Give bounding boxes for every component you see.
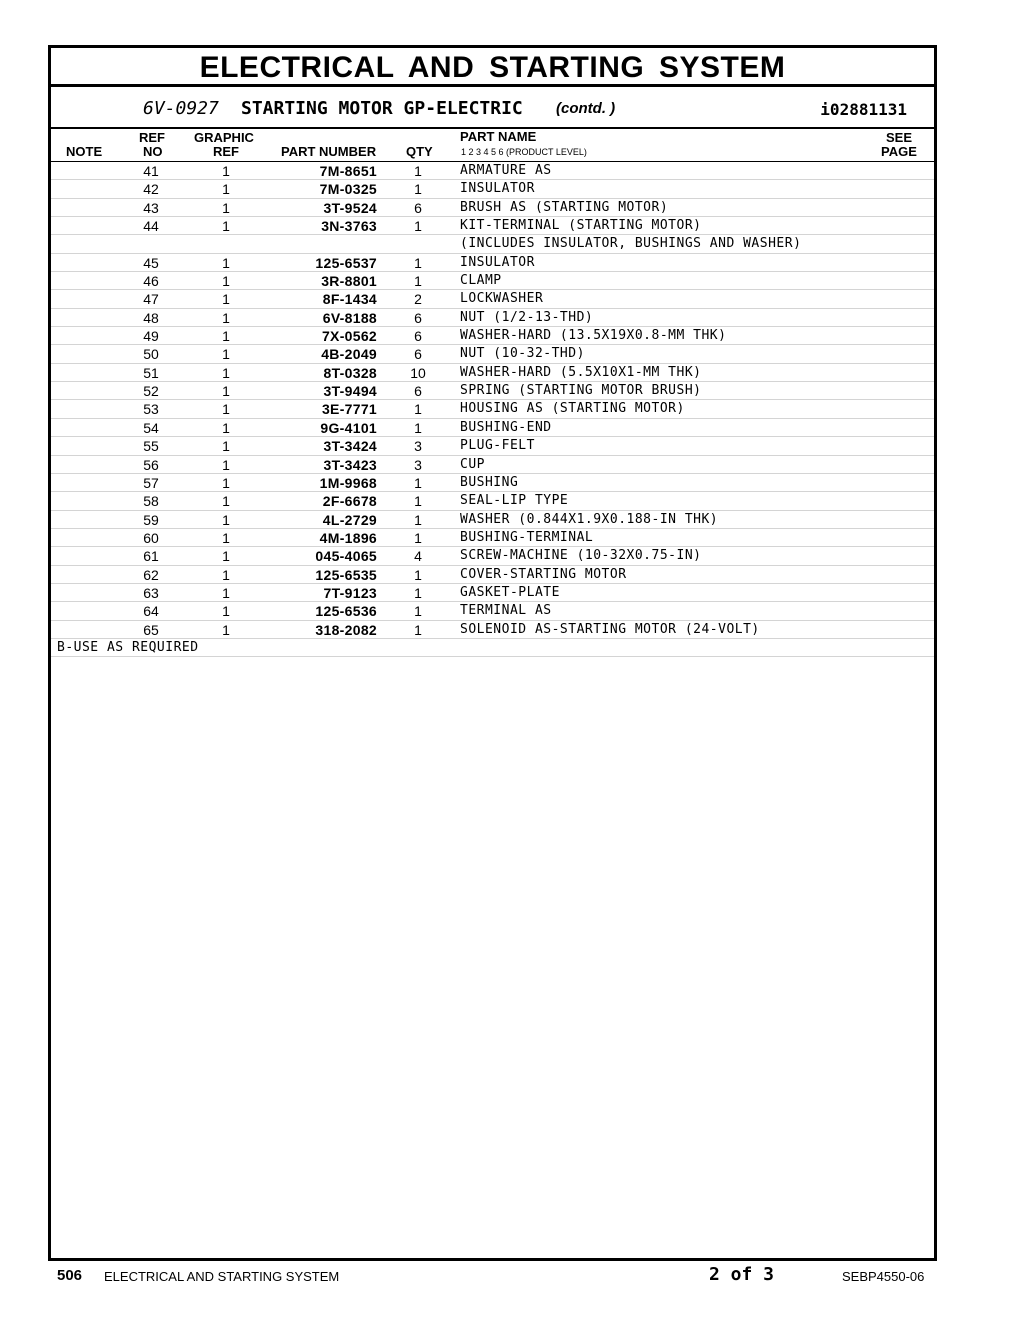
ref-no: 62 [143,566,159,583]
part-name: COVER-STARTING MOTOR [460,566,627,582]
part-name: SCREW-MACHINE (10-32X0.75-IN) [460,548,702,564]
qty: 6 [414,309,422,326]
table-row [51,419,934,437]
part-number: 4L-2729 [322,511,377,528]
ref-no: 56 [143,456,159,473]
graphic-ref: 1 [222,419,230,436]
part-number: 045-4065 [315,548,377,565]
part-number: 7M-0325 [319,181,377,198]
part-name: SOLENOID AS-STARTING MOTOR (24-VOLT) [460,621,760,637]
graphic-ref: 1 [222,438,230,455]
qty: 4 [414,548,422,565]
footer-section: ELECTRICAL AND STARTING SYSTEM [104,1269,340,1284]
parts-page-frame [48,45,937,1261]
qty: 1 [414,584,422,601]
graphic-ref: 1 [222,309,230,326]
header-ref-bottom: NO [143,144,163,159]
ref-no: 49 [143,328,159,345]
qty: 10 [410,364,426,381]
part-number: 8T-0328 [323,364,377,381]
graphic-ref: 1 [222,511,230,528]
part-number: 2F-6678 [322,493,377,510]
group-header [51,87,934,129]
graphic-ref: 1 [222,456,230,473]
part-name: TERMINAL AS [460,603,552,619]
part-number: 3T-9524 [323,199,377,216]
graphic-ref: 1 [222,346,230,363]
ref-no: 45 [143,254,159,271]
footer-page-of: 2 of 3 [709,1264,775,1285]
qty: 1 [414,511,422,528]
part-number: 7M-8651 [319,163,377,179]
part-number: 6V-8188 [322,309,377,326]
footer-page-number: 506 [57,1267,83,1284]
table-row [51,474,934,492]
qty: 1 [414,401,422,418]
part-number: 125-6537 [315,254,377,271]
graphic-ref: 1 [222,181,230,198]
part-name: SEAL-LIP TYPE [460,493,569,509]
ref-no: 59 [143,511,159,528]
table-row [51,180,934,198]
ref-no: 54 [143,419,159,436]
header-note: NOTE [66,144,103,159]
table-row [51,566,934,584]
part-number: 8F-1434 [322,291,377,308]
part-name: INSULATOR [460,254,535,270]
part-number: 3T-3423 [323,456,377,473]
part-number: 318-2082 [315,621,377,638]
group-number: 6V-0927 [143,98,219,119]
table-row [51,309,934,327]
group-name: STARTING MOTOR GP-ELECTRIC [241,98,523,119]
parts-table [51,162,934,657]
table-row [51,602,934,620]
note-text: B-USE AS REQUIRED [57,639,199,655]
qty: 1 [414,273,422,290]
part-name: PLUG-FELT [460,438,535,454]
graphic-ref: 1 [222,401,230,418]
qty: 1 [414,529,422,546]
footer-doc-id: SEBP4550-06 [842,1269,925,1284]
column-headers [51,129,934,162]
qty: 6 [414,383,422,400]
part-name: LOCKWASHER [460,291,544,307]
ref-no: 58 [143,493,159,510]
part-number: 3R-8801 [321,273,377,290]
part-name: (INCLUDES INSULATOR, BUSHINGS AND WASHER) [460,236,802,252]
part-number: 4M-1896 [319,529,377,546]
part-name: BRUSH AS (STARTING MOTOR) [460,199,669,215]
ref-no: 51 [143,364,159,381]
graphic-ref: 1 [222,291,230,308]
part-number: 3N-3763 [321,218,377,235]
ref-no: 43 [143,199,159,216]
table-row [51,529,934,547]
table-row [51,621,934,639]
graphic-ref: 1 [222,529,230,546]
qty: 6 [414,328,422,345]
part-number: 7T-9123 [323,584,377,601]
graphic-ref: 1 [222,218,230,235]
ref-no: 47 [143,291,159,308]
header-graphic-bottom: REF [213,144,239,159]
table-row [51,400,934,418]
part-name: NUT (1/2-13-THD) [460,309,594,325]
table-row [51,290,934,308]
header-ref-top: REF [139,130,165,145]
graphic-ref: 1 [222,493,230,510]
part-name: ARMATURE AS [460,163,552,178]
part-name: BUSHING-TERMINAL [460,529,594,545]
part-number: 3E-7771 [321,401,377,418]
table-row [51,327,934,345]
part-number: 4B-2049 [321,346,377,363]
table-row [51,199,934,217]
qty: 1 [414,218,422,235]
part-name: WASHER-HARD (13.5X19X0.8-MM THK) [460,328,727,344]
qty: 1 [414,621,422,638]
part-number: 7X-0562 [321,328,377,345]
table-row [51,511,934,529]
qty: 1 [414,254,422,271]
graphic-ref: 1 [222,621,230,638]
graphic-ref: 1 [222,383,230,400]
qty: 3 [414,438,422,455]
graphic-ref: 1 [222,474,230,491]
part-name: WASHER-HARD (5.5X10X1-MM THK) [460,364,702,380]
table-row [51,547,934,565]
qty: 1 [414,603,422,620]
graphic-ref: 1 [222,199,230,216]
part-name: CLAMP [460,273,502,289]
note-row [51,639,934,657]
part-name: BUSHING-END [460,419,552,435]
graphic-ref: 1 [222,584,230,601]
table-row [51,254,934,272]
table-row [51,382,934,400]
page-footer [0,1264,1020,1288]
ref-no: 55 [143,438,159,455]
table-row [51,492,934,510]
table-row [51,456,934,474]
qty: 1 [414,474,422,491]
illustration-id: i02881131 [820,100,907,119]
graphic-ref: 1 [222,603,230,620]
part-number: 1M-9968 [319,474,377,491]
header-part-name: PART NAME [460,129,537,144]
continued-label: (contd. ) [556,100,616,117]
part-name: NUT (10-32-THD) [460,346,585,362]
graphic-ref: 1 [222,566,230,583]
qty: 6 [414,346,422,363]
header-part-number: PART NUMBER [281,144,377,159]
header-see-top: SEE [886,130,913,145]
part-name: BUSHING [460,474,519,490]
ref-no: 61 [143,548,159,565]
table-row [51,584,934,602]
ref-no: 60 [143,529,159,546]
qty: 1 [414,419,422,436]
table-row [51,272,934,290]
ref-no: 44 [143,218,159,235]
part-name: GASKET-PLATE [460,584,560,600]
part-number: 125-6535 [315,566,377,583]
qty: 1 [414,181,422,198]
header-product-level: 1 2 3 4 5 6 (PRODUCT LEVEL) [461,147,587,157]
ref-no: 64 [143,603,159,620]
table-row [51,217,934,235]
part-name: HOUSING AS (STARTING MOTOR) [460,401,685,417]
graphic-ref: 1 [222,328,230,345]
table-row [51,437,934,455]
graphic-ref: 1 [222,364,230,381]
ref-no: 50 [143,346,159,363]
ref-no: 53 [143,401,159,418]
qty: 3 [414,456,422,473]
part-name: INSULATOR [460,181,535,197]
part-name: WASHER (0.844X1.9X0.188-IN THK) [460,511,719,527]
qty: 1 [414,493,422,510]
header-qty: QTY [406,144,433,159]
ref-no: 57 [143,474,159,491]
ref-no: 48 [143,309,159,326]
ref-no: 42 [143,181,159,198]
table-row [51,345,934,363]
part-name: KIT-TERMINAL (STARTING MOTOR) [460,218,702,234]
part-number: 125-6536 [315,603,377,620]
part-number: 3T-3424 [323,438,377,455]
graphic-ref: 1 [222,163,230,179]
graphic-ref: 1 [222,254,230,271]
table-row [51,235,934,253]
ref-no: 63 [143,584,159,601]
table-row [51,162,934,180]
header-see-bottom: PAGE [881,144,917,159]
table-row [51,364,934,382]
qty: 1 [414,163,422,179]
graphic-ref: 1 [222,548,230,565]
qty: 2 [414,291,422,308]
page-title: ELECTRICAL AND STARTING SYSTEM [51,48,934,87]
ref-no: 65 [143,621,159,638]
ref-no: 41 [143,163,159,179]
part-number: 9G-4101 [320,419,377,436]
qty: 1 [414,566,422,583]
header-graphic-top: GRAPHIC [194,130,254,145]
part-name: SPRING (STARTING MOTOR BRUSH) [460,383,702,399]
ref-no: 46 [143,273,159,290]
graphic-ref: 1 [222,273,230,290]
part-number: 3T-9494 [323,383,377,400]
part-name: CUP [460,456,485,472]
ref-no: 52 [143,383,159,400]
qty: 6 [414,199,422,216]
